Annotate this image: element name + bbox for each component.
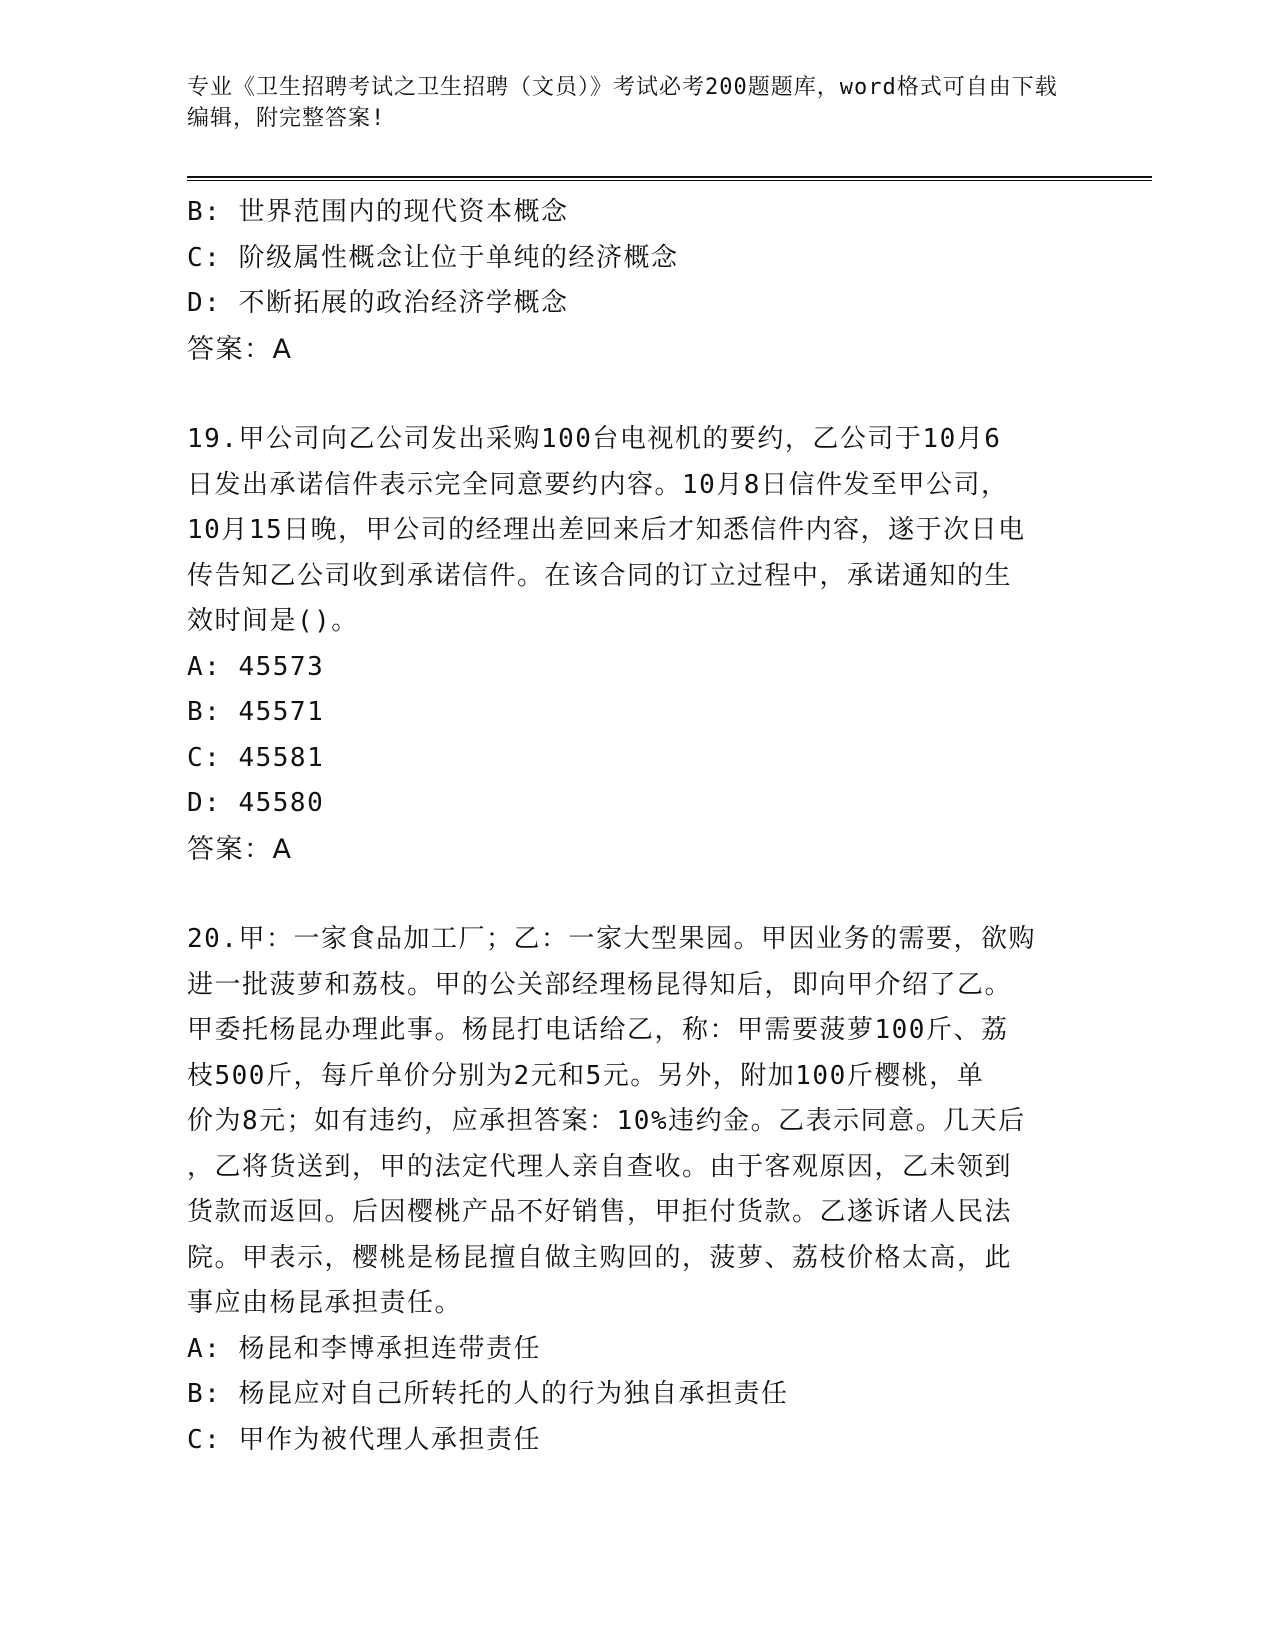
document-header: 专业《卫生招聘考试之卫生招聘（文员）》考试必考200题题库，word格式可自由下载编辑，附完整答案! xyxy=(187,75,1058,131)
spacer xyxy=(187,872,1087,917)
option-c: C: 45581 xyxy=(187,742,325,773)
answer-line: 答案：A xyxy=(187,333,293,365)
question-text: 20.甲：一家食品加工厂；乙：一家大型果园。甲因业务的需要，欲购 进一批菠萝和荔枝。甲的公关部经理杨昆得知后，即向甲介绍了乙。 甲委托杨昆办理此事。杨昆打电话给乙，称：甲需要菠萝100斤、荔 枝500斤，每斤单价分别为2元和5元。另外，附加100斤樱桃，单 价为8元；如有违约，应承担答案：10%违约金。乙表示同意。几天后 ，乙将货送到，甲的法定代理人亲自查收。由于客观原因，乙未领到 货款而返回。后因樱桃产品不好销售，甲拒付货款。乙遂诉诸人民法 院。甲表示，樱桃是杨昆擅自做主购回的，菠萝、荔枝价格太高，此 事应由杨昆承担责任。 xyxy=(187,924,1036,1318)
document-body xyxy=(187,190,1087,1463)
question-19 xyxy=(187,417,1087,872)
question-20 xyxy=(187,917,1087,1463)
previous-question xyxy=(187,190,1087,372)
option-b: B: 45571 xyxy=(187,697,325,727)
option-c: C: 甲作为被代理人承担责任 xyxy=(187,1424,541,1455)
answer-line: 答案：A xyxy=(187,833,293,865)
spacer xyxy=(187,372,1087,417)
option-b: B: 杨昆应对自己所转托的人的行为独自承担责任 xyxy=(187,1379,789,1409)
option-d: D: 45580 xyxy=(187,788,325,818)
option-d: D: 不断拓展的政治经济学概念 xyxy=(187,288,569,318)
option-b: B: 世界范围内的现代资本概念 xyxy=(187,197,569,227)
option-a: A: 45573 xyxy=(187,651,325,682)
option-a: A: 杨昆和李博承担连带责任 xyxy=(187,1333,541,1364)
header-divider xyxy=(187,176,1152,181)
option-c: C: 阶级属性概念让位于单纯的经济概念 xyxy=(187,242,679,273)
question-text: 19.甲公司向乙公司发出采购100台电视机的要约，乙公司于10月6 日发出承诺信件表示完全同意要约内容。10月8日信件发至甲公司， 10月15日晚，甲公司的经理出差回来后才知悉信件内容，遂于次日电 传告知乙公司收到承诺信件。在该合同的订立过程中，承诺通知的生 效时间是()。 xyxy=(187,424,1026,636)
